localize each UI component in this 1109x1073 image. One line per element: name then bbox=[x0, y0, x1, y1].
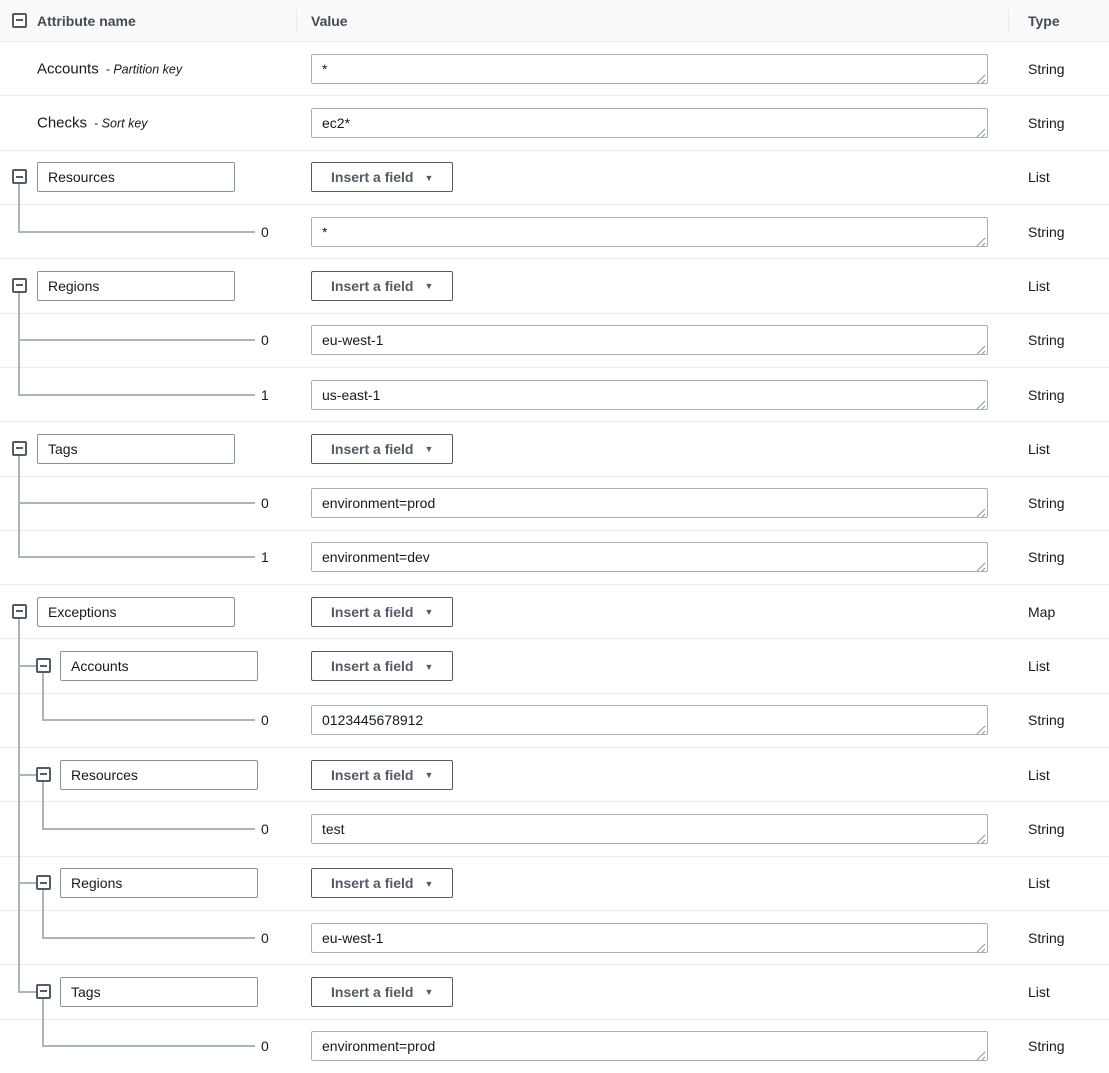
tree-line bbox=[42, 999, 44, 1020]
tree-line bbox=[18, 910, 20, 965]
table-row bbox=[0, 801, 1109, 855]
resize-handle-icon[interactable] bbox=[975, 234, 986, 245]
table-row bbox=[0, 95, 1109, 149]
type-label: List bbox=[1028, 766, 1050, 783]
type-label: List bbox=[1028, 983, 1050, 1000]
value-field bbox=[311, 923, 988, 953]
tree-line bbox=[42, 937, 255, 939]
minus-icon bbox=[40, 882, 47, 884]
tree-line bbox=[18, 204, 20, 233]
insert-field-label: Insert a field bbox=[331, 603, 414, 620]
value-field bbox=[311, 217, 988, 247]
tree-line bbox=[42, 782, 44, 803]
minus-icon bbox=[16, 284, 23, 286]
table-row bbox=[0, 910, 1109, 964]
tree-line bbox=[18, 693, 20, 748]
tree-line bbox=[18, 801, 20, 856]
attribute-name-input[interactable] bbox=[37, 434, 235, 464]
minus-icon bbox=[40, 665, 47, 667]
tree-line bbox=[18, 184, 20, 205]
type-label: String bbox=[1028, 549, 1065, 566]
tree-line bbox=[18, 665, 38, 667]
value-textarea[interactable] bbox=[311, 488, 988, 518]
table-row bbox=[0, 258, 1109, 312]
resize-handle-icon[interactable] bbox=[975, 397, 986, 408]
value-field bbox=[311, 542, 988, 572]
insert-field-button[interactable] bbox=[311, 271, 453, 301]
caret-down-icon: ▼ bbox=[424, 987, 434, 998]
table-row bbox=[0, 693, 1109, 747]
insert-field-button[interactable] bbox=[311, 868, 453, 898]
resize-handle-icon[interactable] bbox=[975, 125, 986, 136]
type-label: List bbox=[1028, 277, 1050, 294]
tree-line bbox=[18, 367, 20, 396]
attribute-name-label bbox=[37, 114, 148, 131]
collapse-all-toggle[interactable] bbox=[12, 13, 27, 28]
value-field bbox=[311, 54, 988, 84]
index-label: 0 bbox=[261, 332, 269, 349]
resize-handle-icon[interactable] bbox=[975, 559, 986, 570]
tree-line bbox=[18, 231, 255, 233]
insert-field-label: Insert a field bbox=[331, 658, 414, 675]
tree-line bbox=[42, 910, 44, 939]
insert-field-label: Insert a field bbox=[331, 766, 414, 783]
type-label: List bbox=[1028, 875, 1050, 892]
minus-icon bbox=[40, 990, 47, 992]
caret-down-icon: ▼ bbox=[424, 444, 434, 455]
tree-line bbox=[18, 774, 38, 776]
collapse-toggle[interactable] bbox=[12, 604, 27, 619]
resize-handle-icon[interactable] bbox=[975, 342, 986, 353]
collapse-toggle[interactable] bbox=[36, 658, 51, 673]
attribute-name-input[interactable] bbox=[60, 868, 258, 898]
table-row bbox=[0, 367, 1109, 421]
collapse-toggle[interactable] bbox=[36, 875, 51, 890]
insert-field-label: Insert a field bbox=[331, 440, 414, 457]
tree-line bbox=[42, 673, 44, 694]
attribute-name-input[interactable] bbox=[37, 162, 235, 192]
tree-line bbox=[18, 502, 255, 504]
key-name: Checks bbox=[37, 114, 88, 132]
table-row bbox=[0, 421, 1109, 475]
column-divider bbox=[296, 9, 297, 32]
type-label: String bbox=[1028, 332, 1065, 349]
attribute-name-input[interactable] bbox=[37, 597, 235, 627]
value-textarea[interactable] bbox=[311, 705, 988, 735]
insert-field-button[interactable] bbox=[311, 651, 453, 681]
value-textarea[interactable] bbox=[311, 217, 988, 247]
attribute-name-input[interactable] bbox=[60, 760, 258, 790]
value-textarea[interactable] bbox=[311, 542, 988, 572]
index-label: 0 bbox=[261, 1038, 269, 1055]
insert-field-label: Insert a field bbox=[331, 277, 414, 294]
insert-field-label: Insert a field bbox=[331, 875, 414, 892]
tree-line bbox=[18, 638, 20, 667]
type-label: List bbox=[1028, 440, 1050, 457]
caret-down-icon: ▼ bbox=[424, 607, 434, 618]
tree-line bbox=[42, 693, 44, 722]
index-label: 0 bbox=[261, 223, 269, 240]
resize-handle-icon[interactable] bbox=[975, 722, 986, 733]
table-row bbox=[0, 41, 1109, 95]
type-label: String bbox=[1028, 223, 1065, 240]
tree-line bbox=[18, 456, 20, 477]
type-label: List bbox=[1028, 169, 1050, 186]
tree-line bbox=[18, 991, 38, 993]
value-field bbox=[311, 488, 988, 518]
attribute-name-input[interactable] bbox=[60, 651, 258, 681]
insert-field-label: Insert a field bbox=[331, 169, 414, 186]
tree-line bbox=[18, 882, 38, 884]
type-label: String bbox=[1028, 60, 1065, 77]
value-field bbox=[311, 108, 988, 138]
tree-line bbox=[18, 619, 20, 640]
type-label: Map bbox=[1028, 603, 1056, 620]
column-header-value: Value bbox=[311, 12, 348, 29]
key-type-label: - Sort key bbox=[94, 116, 148, 131]
value-textarea[interactable] bbox=[311, 923, 988, 953]
value-textarea[interactable] bbox=[311, 1031, 988, 1061]
tree-line bbox=[18, 340, 20, 368]
tree-line bbox=[18, 339, 255, 341]
table-row bbox=[0, 584, 1109, 638]
minus-icon bbox=[16, 176, 23, 178]
tree-line bbox=[18, 883, 20, 911]
tree-line bbox=[42, 1045, 255, 1047]
tree-line bbox=[18, 666, 20, 694]
value-field bbox=[311, 380, 988, 410]
column-header-attribute-name: Attribute name bbox=[37, 12, 136, 29]
index-label: 1 bbox=[261, 386, 269, 403]
minus-icon bbox=[16, 447, 23, 449]
tree-line bbox=[18, 394, 255, 396]
value-textarea[interactable] bbox=[311, 54, 988, 84]
index-label: 0 bbox=[261, 929, 269, 946]
resize-handle-icon[interactable] bbox=[975, 1048, 986, 1059]
table-body bbox=[0, 41, 1109, 1073]
minus-icon bbox=[16, 19, 23, 21]
value-textarea[interactable] bbox=[311, 108, 988, 138]
tree-line bbox=[18, 476, 20, 505]
caret-down-icon: ▼ bbox=[424, 878, 434, 889]
table-header bbox=[0, 0, 1109, 41]
index-label: 0 bbox=[261, 712, 269, 729]
tree-line bbox=[18, 775, 20, 803]
minus-icon bbox=[16, 610, 23, 612]
insert-field-button[interactable] bbox=[311, 162, 453, 192]
key-type-label: - Partition key bbox=[105, 62, 183, 77]
type-label: String bbox=[1028, 821, 1065, 838]
tree-line bbox=[18, 293, 20, 314]
column-divider bbox=[1008, 9, 1009, 32]
collapse-toggle[interactable] bbox=[12, 278, 27, 293]
value-field bbox=[311, 705, 988, 735]
resize-handle-icon[interactable] bbox=[975, 940, 986, 951]
caret-down-icon: ▼ bbox=[424, 770, 434, 781]
column-header-type: Type bbox=[1028, 12, 1060, 29]
attribute-name-input[interactable] bbox=[37, 271, 235, 301]
insert-field-label: Insert a field bbox=[331, 983, 414, 1000]
index-label: 1 bbox=[261, 549, 269, 566]
insert-field-button[interactable] bbox=[311, 434, 453, 464]
value-field bbox=[311, 325, 988, 355]
insert-field-button[interactable] bbox=[311, 977, 453, 1007]
tree-line bbox=[42, 719, 255, 721]
value-field bbox=[311, 814, 988, 844]
type-label: String bbox=[1028, 386, 1065, 403]
resize-handle-icon[interactable] bbox=[975, 71, 986, 82]
resize-handle-icon[interactable] bbox=[975, 505, 986, 516]
value-textarea[interactable] bbox=[311, 325, 988, 355]
table-row bbox=[0, 204, 1109, 258]
type-label: String bbox=[1028, 495, 1065, 512]
tree-line bbox=[18, 856, 20, 885]
tree-line bbox=[18, 313, 20, 342]
table-row bbox=[0, 313, 1109, 367]
collapse-toggle[interactable] bbox=[36, 767, 51, 782]
index-label: 0 bbox=[261, 495, 269, 512]
collapse-toggle[interactable] bbox=[12, 441, 27, 456]
table-row bbox=[0, 964, 1109, 1018]
tree-line bbox=[18, 556, 255, 558]
collapse-toggle[interactable] bbox=[12, 169, 27, 184]
resize-handle-icon[interactable] bbox=[975, 831, 986, 842]
insert-field-button[interactable] bbox=[311, 597, 453, 627]
table-row bbox=[0, 150, 1109, 204]
key-name: Accounts bbox=[37, 60, 99, 78]
table-row bbox=[0, 530, 1109, 584]
type-label: String bbox=[1028, 929, 1065, 946]
table-row bbox=[0, 856, 1109, 910]
type-label: String bbox=[1028, 114, 1065, 131]
tree-line bbox=[42, 828, 255, 830]
minus-icon bbox=[40, 773, 47, 775]
caret-down-icon: ▼ bbox=[424, 172, 434, 183]
attribute-name-label bbox=[37, 60, 182, 77]
type-label: String bbox=[1028, 1038, 1065, 1055]
type-label: String bbox=[1028, 712, 1065, 729]
tree-line bbox=[18, 503, 20, 531]
tree-line bbox=[42, 1019, 44, 1048]
tree-line bbox=[18, 530, 20, 559]
index-label: 0 bbox=[261, 821, 269, 838]
value-field bbox=[311, 1031, 988, 1061]
table-row bbox=[0, 476, 1109, 530]
attribute-name-input[interactable] bbox=[60, 977, 258, 1007]
tree-line bbox=[42, 890, 44, 911]
value-textarea[interactable] bbox=[311, 814, 988, 844]
caret-down-icon: ▼ bbox=[424, 281, 434, 292]
table-row bbox=[0, 638, 1109, 692]
type-label: List bbox=[1028, 658, 1050, 675]
tree-line bbox=[18, 747, 20, 776]
tree-line bbox=[42, 801, 44, 830]
value-textarea[interactable] bbox=[311, 380, 988, 410]
insert-field-button[interactable] bbox=[311, 760, 453, 790]
caret-down-icon: ▼ bbox=[424, 661, 434, 672]
collapse-toggle[interactable] bbox=[36, 984, 51, 999]
tree-line bbox=[18, 964, 20, 993]
table-row bbox=[0, 1019, 1109, 1073]
table-row bbox=[0, 747, 1109, 801]
